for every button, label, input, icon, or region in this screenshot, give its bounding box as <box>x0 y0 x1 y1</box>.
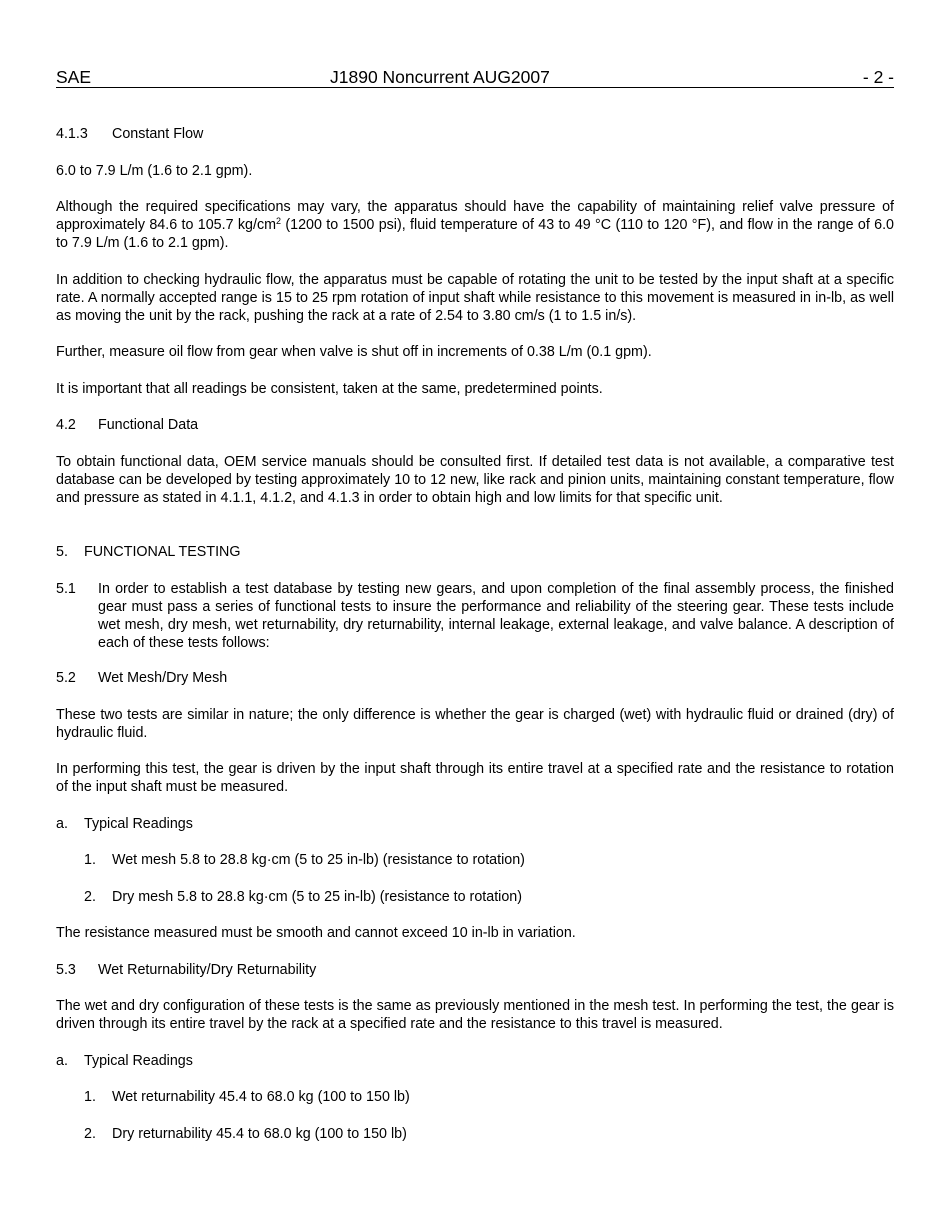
consistency-paragraph: It is important that all readings be consistent, taken at the same, predetermined points. <box>56 381 603 397</box>
superscript: 2 <box>276 216 282 226</box>
flow-range-paragraph: 6.0 to 7.9 L/m (1.6 to 2.1 gpm). <box>56 163 253 179</box>
section-4-1-3-heading <box>56 125 894 143</box>
section-5-2-heading <box>56 669 894 687</box>
section-title: Functional Data <box>98 417 199 433</box>
oil-flow-paragraph: Further, measure oil flow from gear when valve is shut off in increments of 0.38 L/m (0.1 gpm). <box>56 344 652 360</box>
page-header <box>56 67 894 88</box>
smooth-resistance-paragraph: The resistance measured must be smooth and cannot exceed 10 in-lb in variation. <box>56 925 576 941</box>
list-item-text: Wet mesh 5.8 to 28.8 kg·cm (5 to 25 in-lb) (resistance to rotation) <box>112 852 525 868</box>
header-page-number: - 2 - <box>862 67 894 87</box>
list-label: a. <box>56 816 68 832</box>
apparatus-text-b: (1200 to 1500 psi), fluid temperature of 43 to 49 °C (110 to 120 °F), and flow in the range of 6.0 to 7.9 L/m (1.6 to 2.1 gpm). <box>56 217 895 251</box>
section-number: 5.3 <box>56 962 76 978</box>
section-number: 5. <box>56 544 68 560</box>
list-item <box>56 1088 894 1106</box>
section-number: 5.1 <box>56 581 76 597</box>
configuration-paragraph: The wet and dry configuration of these tests is the same as previously mentioned in the mesh test. In performing the test, the gear is driven through its entire travel by the rack at a specified rate and the resistance to this travel is measured. <box>56 998 894 1032</box>
list-item <box>56 1125 894 1143</box>
header-org: SAE <box>56 67 92 87</box>
list-item-number: 2. <box>84 1126 96 1142</box>
section-number: 4.2 <box>56 417 76 433</box>
list-item-number: 2. <box>84 889 96 905</box>
section-5-heading <box>56 543 894 561</box>
apparatus-text-a: Although the required specifications may vary, the apparatus should have the capability of maintaining relief valve pressure of approximately 84.6 to 105.7 kg/cm <box>56 199 894 233</box>
section-number: 4.1.3 <box>56 126 88 142</box>
list-item <box>56 888 894 906</box>
section-number: 5.2 <box>56 670 76 686</box>
section-title: Constant Flow <box>112 126 204 142</box>
list-item-text: Dry returnability 45.4 to 68.0 kg (100 to 150 lb) <box>112 1126 407 1142</box>
functional-data-paragraph: To obtain functional data, OEM service manuals should be consulted first. If detailed test data is not available, a comparative test database can be developed by testing approximately 10 to 12 new, like rack and pinion units, maintaining constant temperature, flow and pressure as stated in 4.1.1, 4.1.2, and 4.1.3 in order to obtain high and low limits for that specific unit. <box>56 454 894 506</box>
list-title: Typical Readings <box>84 1053 193 1069</box>
performing-test-paragraph: In performing this test, the gear is driven by the input shaft through its entire travel at a specified rate and the resistance to rotation of the input shaft must be measured. <box>56 761 894 795</box>
apparatus-paragraph <box>56 198 894 252</box>
list-item-text: Dry mesh 5.8 to 28.8 kg·cm (5 to 25 in-lb) (resistance to rotation) <box>112 889 523 905</box>
list-item-text: Wet returnability 45.4 to 68.0 kg (100 to 150 lb) <box>112 1089 410 1105</box>
typical-readings-heading <box>56 1052 894 1070</box>
section-5-3-heading <box>56 961 894 979</box>
section-5-1 <box>56 580 894 652</box>
section-title: FUNCTIONAL TESTING <box>84 544 241 560</box>
list-item-number: 1. <box>84 1089 96 1105</box>
section-text: In order to establish a test database by testing new gears, and upon completion of the final assembly process, the finished gear must pass a series of functional tests to insure the performance and reliability of the steering gear. These tests include wet mesh, dry mesh, wet returnability, dry returnability, internal leakage, external leakage, and valve balance. A description of each of these tests follows: <box>98 581 894 651</box>
section-4-2-heading <box>56 416 894 434</box>
section-title: Wet Returnability/Dry Returnability <box>98 962 317 978</box>
similar-tests-paragraph: These two tests are similar in nature; the only difference is whether the gear is charged (wet) with hydraulic fluid or drained (dry) of hydraulic fluid. <box>56 707 894 741</box>
list-label: a. <box>56 1053 68 1069</box>
list-title: Typical Readings <box>84 816 193 832</box>
rotating-paragraph: In addition to checking hydraulic flow, the apparatus must be capable of rotating the unit to be tested by the input shaft at a specific rate. A normally accepted range is 15 to 25 rpm rotation of input shaft while resistance to this movement is measured in in-lb, as well as moving the unit by the rack, pushing the rack at a rate of 2.54 to 3.80 cm/s (1 to 1.5 in/s). <box>56 272 894 324</box>
list-item <box>56 851 894 869</box>
typical-readings-heading <box>56 815 894 833</box>
header-doc-id: J1890 Noncurrent AUG2007 <box>330 67 550 87</box>
section-title: Wet Mesh/Dry Mesh <box>98 670 228 686</box>
list-item-number: 1. <box>84 852 96 868</box>
